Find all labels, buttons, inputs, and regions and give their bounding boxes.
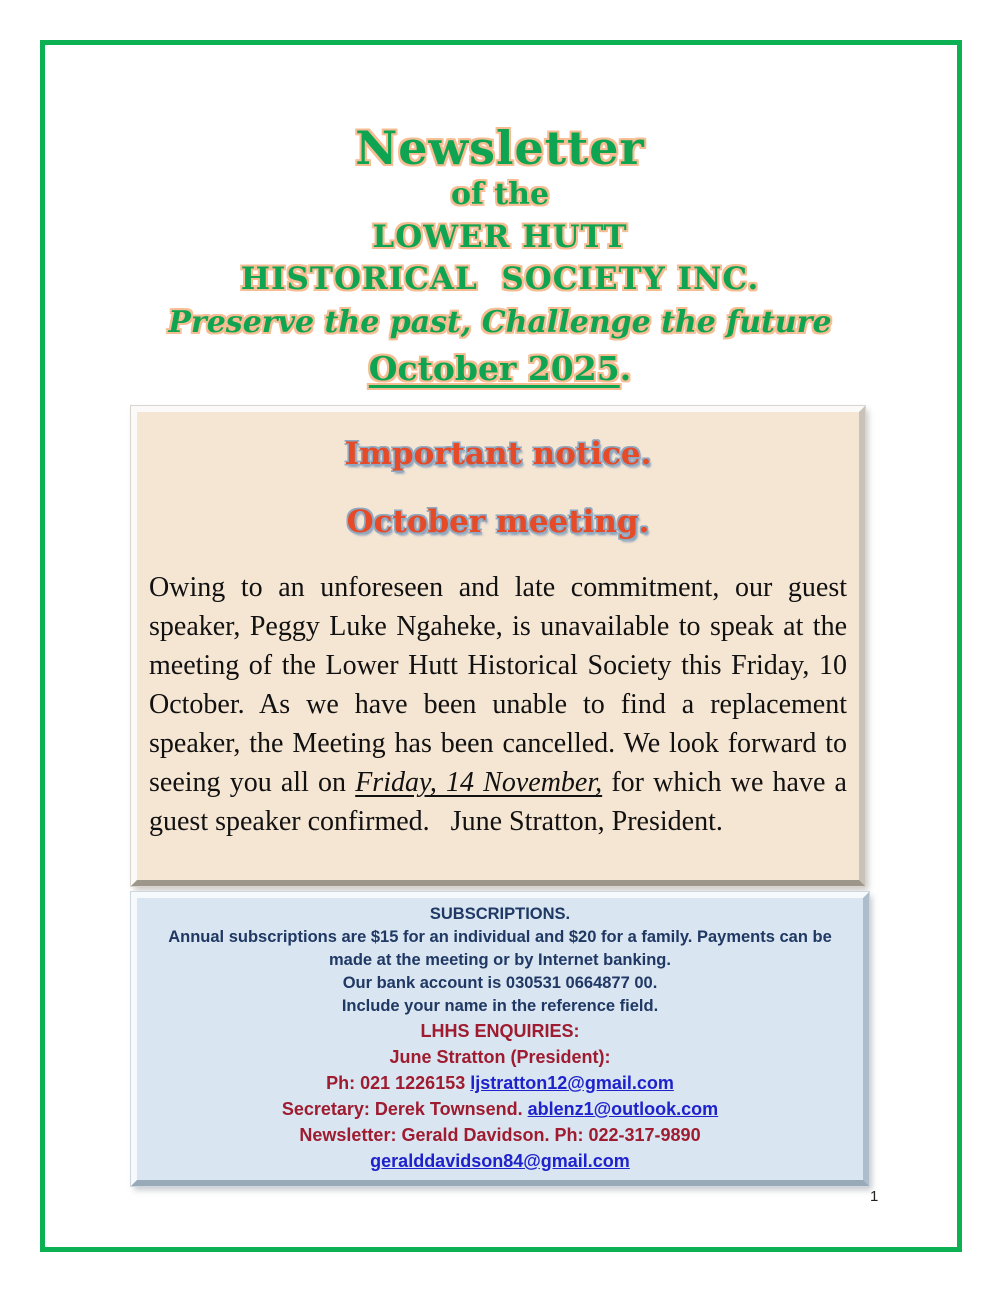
secretary-email-link[interactable]: ablenz1@outlook.com (527, 1099, 719, 1119)
secretary-line (151, 1096, 849, 1122)
masthead (0, 122, 1000, 392)
subscriptions-intro: Annual subscriptions are $15 for an individual and $20 for a family. Payments can be made at the meeting or by Internet banking. (168, 928, 832, 969)
secretary-label: Secretary: Derek Townsend. (281, 1099, 523, 1119)
newsletter-email-link[interactable]: geralddavidson84@gmail.com (370, 1151, 630, 1171)
bank-account-line: Our bank account is 030531 0664877 00. (342, 974, 658, 992)
masthead-org-line2: HISTORICAL SOCIETY INC. (240, 261, 760, 297)
notice-body-part2: for which we have a guest speaker confirmed. June Stratton, President. (149, 767, 854, 837)
notice-body (149, 568, 854, 841)
president-contact-line (151, 1070, 849, 1096)
masthead-org-line1: LOWER HUTT (372, 219, 628, 255)
newsletter-contact-line: Newsletter: Gerald Davidson. Ph: 022-317-9890 (299, 1125, 701, 1145)
masthead-issue (0, 346, 1000, 392)
masthead-tagline: Preserve the past, Challenge the future (168, 305, 832, 340)
notice-body-part1: Owing to an unforeseen and late commitment, our guest speaker, Peggy Luke Ngaheke, is unavailable to speak at the meeting of the Lower Hutt Historical Society this Friday, 10 October. As we have been unable to find a replacement speaker, the Meeting has been cancelled. We look forward to seeing you all on (149, 572, 854, 798)
subscriptions-heading: SUBSCRIPTIONS. (429, 905, 571, 923)
masthead-title: Newsletter (355, 121, 645, 175)
reference-line: Include your name in the reference field. (341, 997, 659, 1015)
notice-heading-important: Important notice. (344, 436, 652, 472)
president-email-link[interactable]: ljstratton12@gmail.com (470, 1073, 674, 1093)
page-number: 1 (870, 1188, 879, 1205)
notice-heading-october: October meeting. (346, 504, 650, 540)
president-phone: Ph: 021 1226153 (326, 1073, 466, 1093)
enquiries-heading: LHHS ENQUIRIES: (420, 1021, 580, 1041)
notice-box (131, 406, 865, 886)
newsletter-email-line (151, 1148, 849, 1174)
masthead-of-the: of the (450, 177, 550, 212)
issue-period: . (619, 349, 632, 388)
notice-date-emphasis: Friday, 14 November, (355, 767, 603, 798)
president-line: June Stratton (President): (389, 1047, 611, 1067)
subscriptions-box (131, 892, 869, 1186)
issue-date: October 2025 (368, 349, 620, 388)
